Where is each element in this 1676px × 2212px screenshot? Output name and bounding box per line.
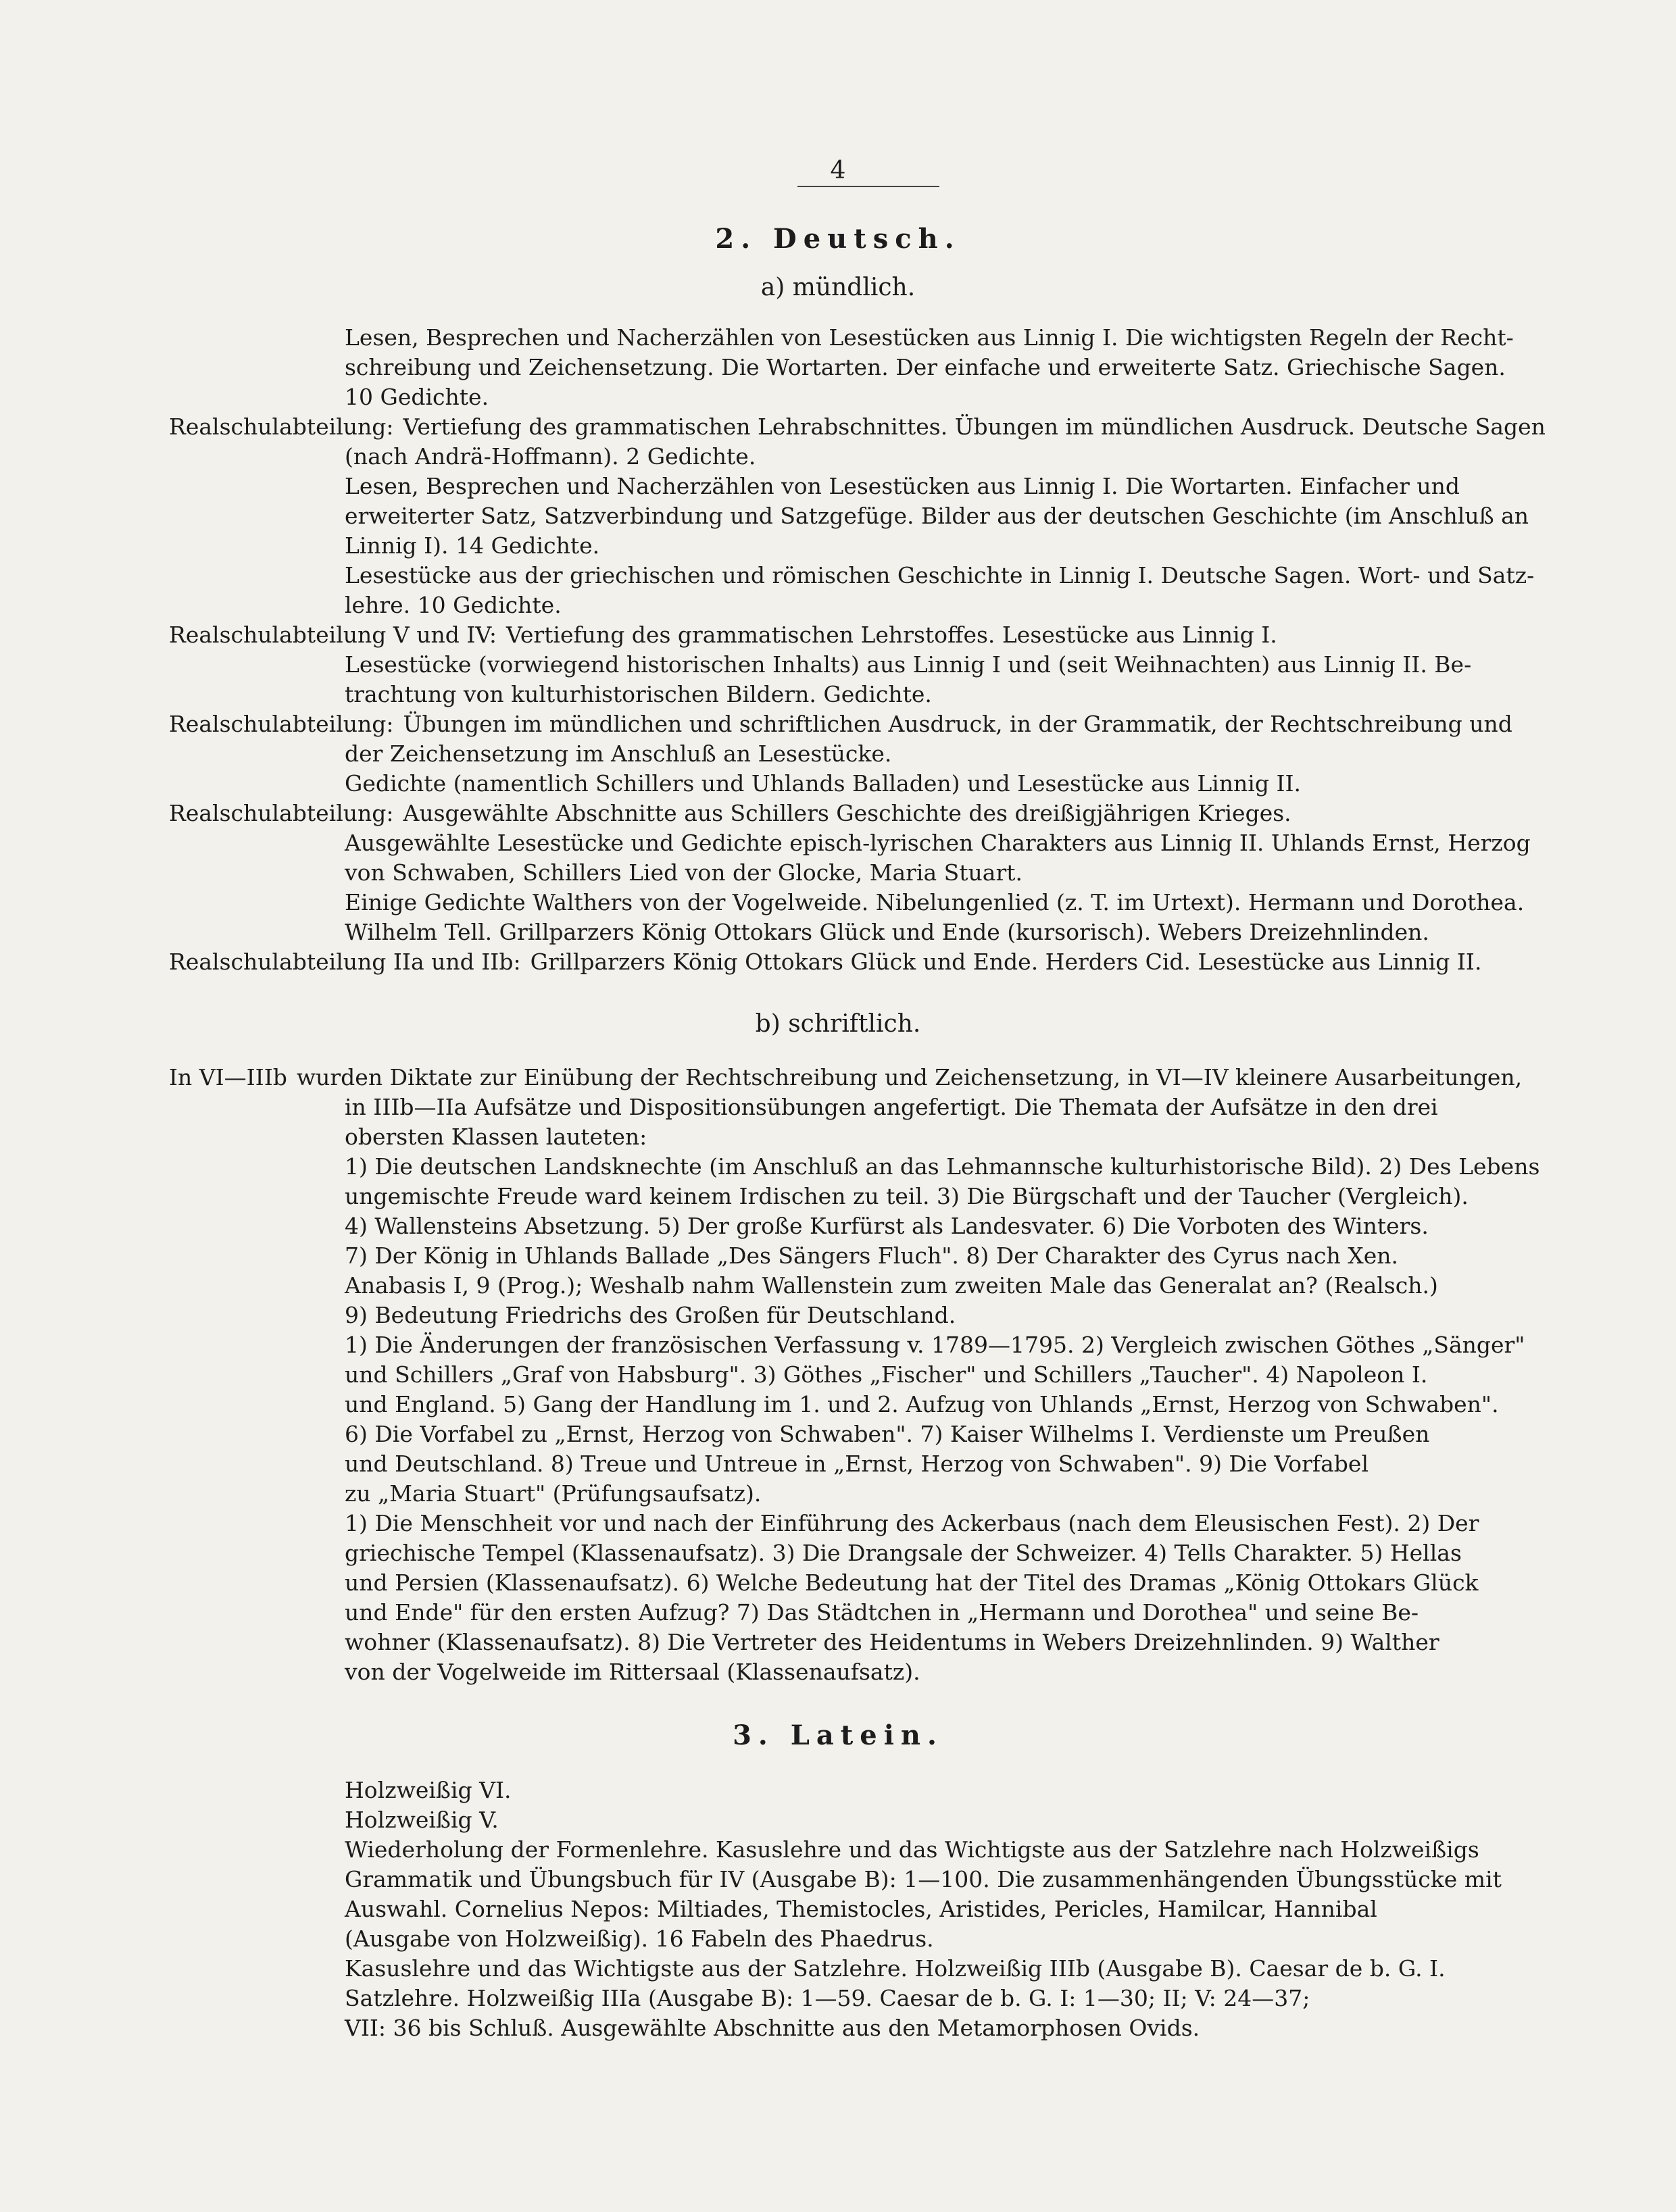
entry-text-line: obersten Klassen lauteten: (345, 1124, 647, 1150)
entry-text-line: Lesestücke aus der griechischen und römischen Geschichte in Linnig I. Deutsche Sagen. Wort- und Satz- (345, 562, 1535, 588)
entry-text-line: Lesen, Besprechen und Nacherzählen von Lesestücken aus Linnig I. Die Wortarten. Einfacher und (345, 473, 1460, 499)
entry-text-line: Gedichte (namentlich Schillers und Uhlands Balladen) und Lesestücke aus Linnig II. (345, 770, 1302, 797)
entry-text-line: der Zeichensetzung im Anschluß an Lesestücke. (345, 740, 892, 767)
entry-text-line: Anabasis I, 9 (Prog.); Weshalb nahm Wallenstein zum zweiten Male das Generalat an? (Realsch.) (345, 1272, 1438, 1299)
entry-text-line: zu „Maria Stuart" (Prüfungsaufsatz). (345, 1480, 762, 1507)
entry-label: Realschulabteilung: (169, 711, 394, 737)
entry-label: Realschulabteilung: (169, 413, 394, 440)
header-rule (797, 186, 939, 187)
entry-text-line: ungemischte Freude ward keinem Irdischen zu teil. 3) Die Bürgschaft und der Taucher (Vergleich). (345, 1183, 1469, 1209)
entry-text-line: Holzweißig VI. (345, 1777, 512, 1803)
entry-text-line: 4) Wallensteins Absetzung. 5) Der große Kurfürst als Landesvater. 6) Die Vorboten des Winters. (345, 1213, 1429, 1239)
entry-text-line: und Schillers „Graf von Habsburg". 3) Göthes „Fischer" und Schillers „Taucher". 4) Napoleon I. (345, 1361, 1428, 1388)
entry-label: Realschulabteilung: (169, 800, 394, 826)
entry-text-line: Ausgewählte Abschnitte aus Schillers Geschichte des dreißigjährigen Krieges. (403, 800, 1291, 826)
entry-text-line: in IIIb—IIa Aufsätze und Dispositionsübungen angefertigt. Die Themata der Aufsätze in den drei (345, 1094, 1438, 1120)
entry-text-line: Kasuslehre und das Wichtigste aus der Satzlehre. Holzweißig IIIb (Ausgabe B). Caesar de b. G. I. (345, 1955, 1446, 1982)
entry-text-line: 10 Gedichte. (345, 384, 489, 410)
entry-text-line: Lesestücke (vorwiegend historischen Inhalts) aus Linnig I und (seit Weihnachten) aus Linnig II. Be- (345, 651, 1472, 678)
entry-text-line: Wilhelm Tell. Grillparzers König Ottokars Glück und Ende (kursorisch). Webers Dreizehnlinden. (345, 919, 1429, 945)
entry-text-line: Vertiefung des grammatischen Lehrabschnittes. Übungen im mündlichen Ausdruck. Deutsche Sagen (403, 413, 1546, 440)
entry-text-line: 1) Die Menschheit vor und nach der Einführung des Ackerbaus (nach dem Eleusischen Fest). 2) Der (345, 1510, 1479, 1536)
page-number: 4 (830, 157, 846, 184)
entry-text-line: von der Vogelweide im Rittersaal (Klassenaufsatz). (345, 1659, 920, 1685)
entry-text-line: lehre. 10 Gedichte. (345, 592, 562, 618)
entry-text-line: 1) Die deutschen Landsknechte (im Anschluß an das Lehmannsche kulturhistorische Bild). 2) Des Lebens (345, 1153, 1540, 1180)
entry-text-line: Grillparzers König Ottokars Glück und Ende. Herders Cid. Lesestücke aus Linnig II. (530, 949, 1482, 975)
entry-text-line: Ausgewählte Lesestücke und Gedichte episch-lyrischen Charakters aus Linnig II. Uhlands Ernst, Herzog (345, 830, 1531, 856)
entry-text-line: Übungen im mündlichen und schriftlichen Ausdruck, in der Grammatik, der Rechtschreibung und (403, 711, 1512, 737)
entry-text-line: Einige Gedichte Walthers von der Vogelweide. Nibelungenlied (z. T. im Urtext). Hermann und Dorothea. (345, 889, 1525, 915)
entry-text-line: Lesen, Besprechen und Nacherzählen von Lesestücken aus Linnig I. Die wichtigsten Regeln der Recht- (345, 324, 1514, 351)
entry-text-line: von Schwaben, Schillers Lied von der Glocke, Maria Stuart. (345, 859, 1022, 886)
subheading-schriftlich: b) schriftlich. (755, 1010, 921, 1038)
entry-text-line: Auswahl. Cornelius Nepos: Miltiades, Themistocles, Aristides, Pericles, Hamilcar, Hannibal (345, 1896, 1377, 1922)
entry-text-line: und Deutschland. 8) Treue und Untreue in „Ernst, Herzog von Schwaben". 9) Die Vorfabel (345, 1451, 1369, 1477)
entry-text-line: Vertiefung des grammatischen Lehrstoffes. Lesestücke aus Linnig I. (506, 622, 1277, 648)
entry-text-line: (nach Andrä-Hoffmann). 2 Gedichte. (345, 443, 756, 470)
entry-text-line: wohner (Klassenaufsatz). 8) Die Vertreter des Heidentums in Webers Dreizehnlinden. 9) Walther (345, 1629, 1439, 1655)
entry-text-line: 7) Der König in Uhlands Ballade „Des Sängers Fluch". 8) Der Charakter des Cyrus nach Xen. (345, 1242, 1399, 1269)
entry-text-line: trachtung von kulturhistorischen Bildern. Gedichte. (345, 681, 932, 707)
entry-text-line: Holzweißig V. (345, 1807, 499, 1833)
entry-text-line: Grammatik und Übungsbuch für IV (Ausgabe B): 1—100. Die zusammenhängenden Übungsstücke mit (345, 1866, 1502, 1892)
section-title-latein: 3. Latein. (733, 1719, 943, 1751)
subheading-muendlich: a) mündlich. (760, 274, 916, 301)
entry-text-line: erweiterter Satz, Satzverbindung und Satzgefüge. Bilder aus der deutschen Geschichte (im Anschluß an (345, 503, 1529, 529)
entry-text-line: wurden Diktate zur Einübung der Rechtschreibung und Zeichensetzung, in VI—IV kleinere Ausarbeitungen, (296, 1064, 1523, 1090)
entry-text-line: Satzlehre. Holzweißig IIIa (Ausgabe B): 1—59. Caesar de b. G. I: 1—30; II; V: 24—37; (345, 1985, 1310, 2011)
entry-text-line: und Persien (Klassenaufsatz). 6) Welche Bedeutung hat der Titel des Dramas „König Ottokars Glück (345, 1569, 1479, 1596)
entry-text-line: schreibung und Zeichensetzung. Die Wortarten. Der einfache und erweiterte Satz. Griechische Sagen. (345, 354, 1506, 380)
entry-label: Realschulabteilung IIa und IIb: (169, 949, 521, 975)
entry-label: In VI—IIIb (169, 1064, 287, 1090)
entry-text-line: (Ausgabe von Holzweißig). 16 Fabeln des Phaedrus. (345, 1926, 934, 1952)
entry-text-line: 9) Bedeutung Friedrichs des Großen für Deutschland. (345, 1302, 956, 1328)
entry-label: Realschulabteilung V und IV: (169, 622, 497, 648)
entry-text-line: 1) Die Änderungen der französischen Verfassung v. 1789—1795. 2) Vergleich zwischen Göthes „Sänger" (345, 1332, 1525, 1358)
entry-text-line: 6) Die Vorfabel zu „Ernst, Herzog von Schwaben". 7) Kaiser Wilhelms I. Verdienste um Preußen (345, 1421, 1430, 1447)
entry-text-line: Linnig I). 14 Gedichte. (345, 532, 600, 559)
entry-text-line: und Ende" für den ersten Aufzug? 7) Das Städtchen in „Hermann und Dorothea" und seine Be- (345, 1599, 1419, 1626)
entry-text-line: griechische Tempel (Klassenaufsatz). 3) Die Drangsale der Schweizer. 4) Tells Charakter. 5) Hellas (345, 1540, 1462, 1566)
entry-text-line: VII: 36 bis Schluß. Ausgewählte Abschnitte aus den Metamorphosen Ovids. (345, 2015, 1200, 2041)
entry-text-line: und England. 5) Gang der Handlung im 1. und 2. Aufzug von Uhlands „Ernst, Herzog von Schwaben". (345, 1391, 1499, 1417)
entry-text-line: Wiederholung der Formenlehre. Kasuslehre und das Wichtigste aus der Satzlehre nach Holzweißigs (345, 1836, 1479, 1863)
section-title-deutsch: 2. Deutsch. (715, 223, 961, 255)
